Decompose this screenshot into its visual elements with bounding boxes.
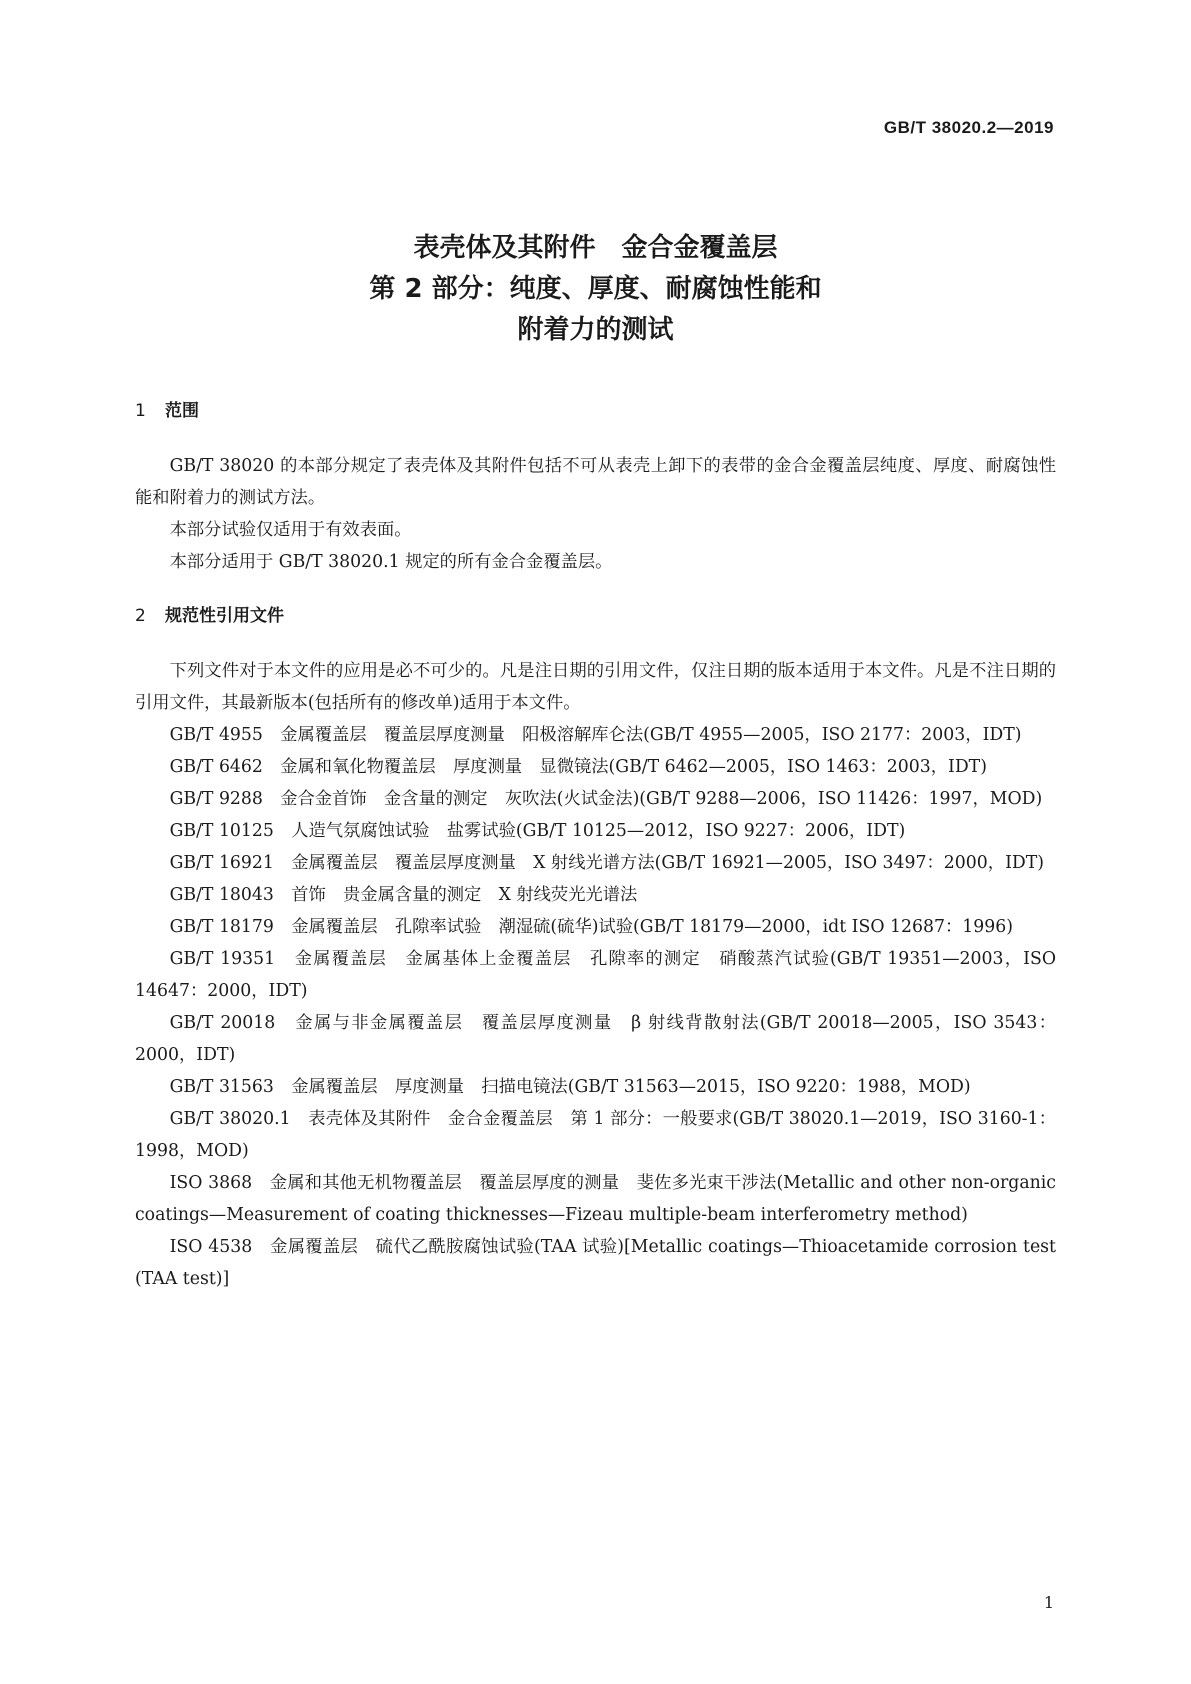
section-1-body xyxy=(135,450,1056,578)
scope-paragraph: 本部分试验仅适用于有效表面。 xyxy=(169,520,412,540)
page-number: 1 xyxy=(1043,1593,1054,1612)
reference-item: GB/T 19351 金属覆盖层 金属基体上金覆盖层 孔隙率的测定 硝酸蒸汽试验(GB/T 19351—2003，ISO 14647：2000，IDT) xyxy=(135,949,1056,1001)
section-1-heading xyxy=(135,396,199,421)
document-title xyxy=(0,228,1191,351)
reference-item: GB/T 20018 金属与非金属覆盖层 覆盖层厚度测量 β 射线背散射法(GB/T 20018—2005，ISO 3543：2000，IDT) xyxy=(135,1013,1056,1065)
reference-item: GB/T 10125 人造气氛腐蚀试验 盐雾试验(GB/T 10125—2012，ISO 9227：2006，IDT) xyxy=(169,821,906,841)
reference-item: ISO 3868 金属和其他无机物覆盖层 覆盖层厚度的测量 斐佐多光束干涉法(Metallic and other non-organic coatings—Measurement of coating thicknesses—Fizeau multiple-beam interferometry method) xyxy=(135,1173,1056,1225)
title-line-1: 表壳体及其附件 金合金覆盖层 xyxy=(413,233,778,263)
reference-item: GB/T 38020.1 表壳体及其附件 金合金覆盖层 第 1 部分：一般要求(GB/T 38020.1—2019，ISO 3160-1：1998，MOD) xyxy=(135,1109,1056,1161)
section-1-number: 1 xyxy=(135,401,146,421)
section-2-number: 2 xyxy=(135,606,146,626)
reference-item: GB/T 18179 金属覆盖层 孔隙率试验 潮湿硫(硫华)试验(GB/T 18179—2000，idt ISO 12687：1996) xyxy=(169,917,1013,937)
reference-item: ISO 4538 金属覆盖层 硫代乙酰胺腐蚀试验(TAA 试验)[Metallic coatings—Thioacetamide corrosion test (TAA test)] xyxy=(135,1237,1056,1289)
scope-paragraph: 本部分适用于 GB/T 38020.1 规定的所有金合金覆盖层。 xyxy=(169,552,613,572)
standard-number: GB/T 38020.2—2019 xyxy=(883,118,1054,137)
reference-item: GB/T 16921 金属覆盖层 覆盖层厚度测量 X 射线光谱方法(GB/T 16921—2005，ISO 3497：2000，IDT) xyxy=(169,853,1045,873)
section-1-title: 范围 xyxy=(165,401,199,421)
scope-paragraph: GB/T 38020 的本部分规定了表壳体及其附件包括不可从表壳上卸下的表带的金合金覆盖层纯度、厚度、耐腐蚀性能和附着力的测试方法。 xyxy=(135,456,1056,508)
reference-item: GB/T 31563 金属覆盖层 厚度测量 扫描电镜法(GB/T 31563—2015，ISO 9220：1988，MOD) xyxy=(169,1077,971,1097)
title-line-2: 第 2 部分：纯度、厚度、耐腐蚀性能和 xyxy=(369,274,822,304)
references-intro: 下列文件对于本文件的应用是必不可少的。凡是注日期的引用文件，仅注日期的版本适用于本文件。凡是不注日期的引用文件，其最新版本(包括所有的修改单)适用于本文件。 xyxy=(135,661,1056,713)
reference-item: GB/T 4955 金属覆盖层 覆盖层厚度测量 阳极溶解库仑法(GB/T 4955—2005，ISO 2177：2003，IDT) xyxy=(169,725,1022,745)
section-2-title: 规范性引用文件 xyxy=(165,606,284,626)
reference-item: GB/T 18043 首饰 贵金属含量的测定 X 射线荧光光谱法 xyxy=(169,885,638,905)
section-2-body xyxy=(135,655,1056,1295)
section-2-heading xyxy=(135,601,284,626)
title-line-3: 附着力的测试 xyxy=(517,315,674,345)
reference-item: GB/T 6462 金属和氧化物覆盖层 厚度测量 显微镜法(GB/T 6462—2005，ISO 1463：2003，IDT) xyxy=(169,757,987,777)
reference-item: GB/T 9288 金合金首饰 金含量的测定 灰吹法(火试金法)(GB/T 9288—2006，ISO 11426：1997，MOD) xyxy=(169,789,1043,809)
